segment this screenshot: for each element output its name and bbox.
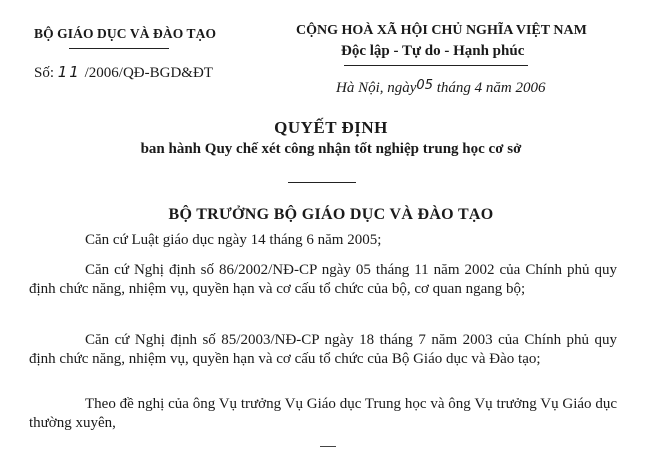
document-title: QUYẾT ĐỊNH — [274, 118, 388, 137]
national-title: CỘNG HOÀ XÃ HỘI CHỦ NGHĨA VIỆT NAM — [296, 23, 587, 38]
section-separator — [320, 446, 336, 447]
preamble-paragraph: Căn cứ Nghị định số 85/2003/NĐ-CP ngày 18 tháng 7 năm 2003 của Chính phủ quy định chức năng, nhiệm vụ, quyền hạn và cơ cấu tổ chức của Bộ Giáo dục và Đào tạo; — [29, 332, 617, 367]
issuing-agency: BỘ GIÁO DỤC VÀ ĐÀO TẠO — [34, 26, 217, 41]
agency-underline — [69, 48, 169, 49]
preamble-paragraph: Căn cứ Nghị định số 86/2002/NĐ-CP ngày 05 tháng 11 năm 2002 của Chính phủ quy định chức năng, nhiệm vụ, quyền hạn và cơ cấu tổ chức của bộ, cơ quan ngang bộ; — [29, 262, 617, 297]
motto-underline — [344, 65, 528, 66]
doc-number-handwritten: 11 — [57, 63, 81, 81]
place-date-day: 05 — [416, 78, 433, 93]
place-date-prefix: Hà Nội, ngày — [336, 80, 417, 96]
doc-number-suffix: /2006/QĐ-BGD&ĐT — [84, 65, 213, 81]
document-number — [34, 63, 213, 82]
place-date-suffix: tháng 4 năm 2006 — [436, 80, 546, 96]
place-and-date — [336, 80, 545, 97]
document-subtitle: ban hành Quy chế xét công nhận tốt nghiệp trung học cơ sở — [140, 141, 522, 157]
title-underline — [288, 182, 356, 183]
preamble-paragraph: Theo đề nghị của ông Vụ trưởng Vụ Giáo dục Trung học và ông Vụ trưởng Vụ Giáo dục thường xuyên, — [29, 396, 617, 431]
issuer-title: BỘ TRƯỞNG BỘ GIÁO DỤC VÀ ĐÀO TẠO — [168, 206, 494, 223]
national-motto: Độc lập - Tự do - Hạnh phúc — [341, 43, 525, 59]
doc-number-prefix: Số: — [34, 65, 55, 81]
preamble-paragraph: Căn cứ Luật giáo dục ngày 14 tháng 6 năm 2005; — [85, 232, 382, 248]
